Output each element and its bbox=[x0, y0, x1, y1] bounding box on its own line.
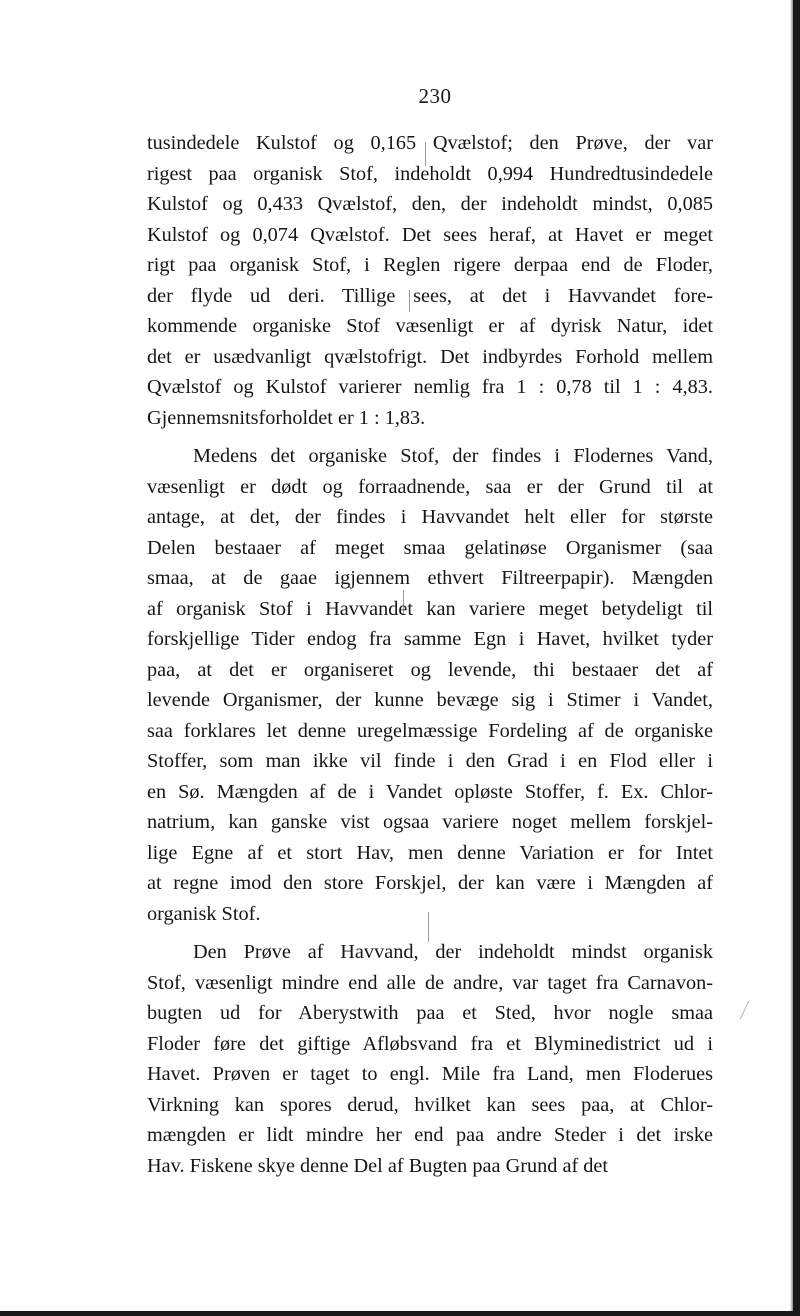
text-line: levende Organismer, der kunne bevæge sig i Stimer i Vandet, bbox=[147, 689, 713, 711]
text-line: Floder føre det giftige Afløbsvand fra et Blyminedistrict ud i bbox=[147, 1032, 713, 1055]
text-line: Kulstof og 0,433 Qvælstof, den, der indeholdt mindst, 0,085 bbox=[147, 193, 713, 215]
text-line: smaa, at de gaae igjennem ethvert Filtreerpapir). Mængden bbox=[147, 567, 713, 589]
text-line: af organisk Stof i Havvandet kan variere meget betydeligt til bbox=[147, 597, 713, 620]
text-line: tusindedele Kulstof og 0,165 Qvælstof; den Prøve, der var bbox=[147, 132, 713, 154]
scan-edge-right bbox=[793, 0, 800, 1316]
text-line: det er usædvanligt qvælstofrigt. Det indbyrdes Forhold mellem bbox=[147, 345, 713, 368]
text-line: Kulstof og 0,074 Qvælstof. Det sees heraf, at Havet er meget bbox=[147, 223, 713, 246]
text-line: der flyde ud deri. Tillige sees, at det i Havvandet fore- bbox=[147, 284, 713, 307]
text-line: Stoffer, som man ikke vil finde i den Grad i en Flod eller i bbox=[147, 750, 713, 772]
paragraph-p3 bbox=[147, 937, 713, 1181]
text-line: natrium, kan ganske vist ogsaa variere noget mellem forskjel- bbox=[147, 811, 713, 833]
text-line: en Sø. Mængden af de i Vandet opløste Stoffer, f. Ex. Chlor- bbox=[147, 780, 713, 803]
text-line: Qvælstof og Kulstof varierer nemlig fra 1 : 0,78 til 1 : 4,83. bbox=[147, 376, 713, 398]
text-line: organisk Stof. bbox=[147, 902, 261, 925]
text-line: Gjennemsnitsforholdet er 1 : 1,83. bbox=[147, 406, 426, 429]
text-line: at regne imod den store Forskjel, der kan være i Mængden af bbox=[147, 872, 713, 894]
page-number: 230 bbox=[418, 84, 452, 108]
text-line: Stof, væsenligt mindre end alle de andre, var taget fra Carnavon- bbox=[147, 971, 713, 994]
text-line: bugten ud for Aberystwith paa et Sted, hvor nogle smaa bbox=[147, 1002, 713, 1024]
text-line: kommende organiske Stof væsenligt er af dyrisk Natur, idet bbox=[147, 315, 713, 337]
paragraph-p1 bbox=[147, 128, 713, 433]
scan-edge-bottom bbox=[0, 1311, 800, 1316]
text-line: saa forklares let denne uregelmæssige Fordeling af de organiske bbox=[147, 719, 713, 742]
text-line: Havet. Prøven er taget to engl. Mile fra Land, men Floderues bbox=[147, 1063, 713, 1085]
text-line: Medens det organiske Stof, der findes i Flodernes Vand, bbox=[193, 445, 713, 467]
text-line: forskjellige Tider endog fra samme Egn i Havet, hvilket tyder bbox=[147, 628, 713, 650]
text-line: Hav. Fiskene skye denne Del af Bugten paa Grund af det bbox=[147, 1154, 609, 1177]
paragraph-p2 bbox=[147, 441, 713, 929]
text-line: Virkning kan spores derud, hvilket kan sees paa, at Chlor- bbox=[147, 1093, 713, 1116]
page-body bbox=[147, 128, 713, 1181]
text-line: Delen bestaaer af meget smaa gelatinøse Organismer (saa bbox=[147, 536, 713, 559]
text-line: paa, at det er organiseret og levende, thi bestaaer det af bbox=[147, 658, 713, 681]
text-line: antage, at det, der findes i Havvandet helt eller for største bbox=[147, 506, 713, 528]
text-line: mængden er lidt mindre her end paa andre Steder i det irske bbox=[147, 1124, 713, 1146]
text-line: rigest paa organisk Stof, indeholdt 0,994 Hundredtusindedele bbox=[147, 162, 713, 185]
text-line: Den Prøve af Havvand, der indeholdt mindst organisk bbox=[193, 941, 713, 963]
text-line: rigt paa organisk Stof, i Reglen rigere derpaa end de Floder, bbox=[147, 254, 713, 276]
text-line: lige Egne af et stort Hav, men denne Variation er for Intet bbox=[147, 841, 713, 864]
pencil-mark bbox=[740, 1001, 749, 1020]
text-line: væsenligt er dødt og forraadnende, saa er der Grund til at bbox=[147, 475, 713, 498]
